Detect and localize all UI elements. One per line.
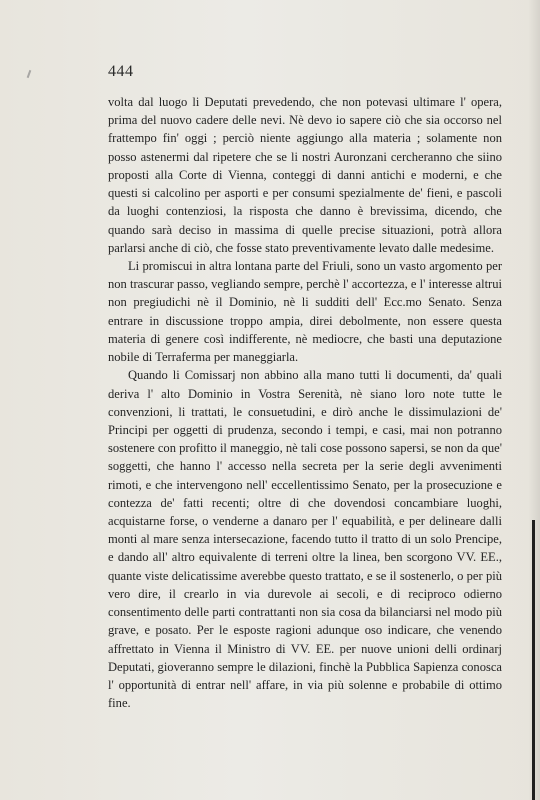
paragraph-1: volta dal luogo li Deputati prevedendo, che non potevasi ultimare l' opera, prima del nuovo cadere delle nevi. Nè devo io sapere ciò che sia occorso nel frattempo fin' oggi ; perciò niente aggiungo alla materia ; solamente non posso astenermi dal ripetere che se li nostri Auronzani cercheranno che siino proposti alla Corte di Vienna, conteggi di danni antichi e moderni, e che questi si calcolino per asporti e per consumi spezialmente de' fieni, e pascoli da luoghi contenziosi, la risposta che danno è brevissima, dicendo, che quando sarà deciso in massima di quelle precise situazioni, potrà allora parlarsi anche di ciò, che fosse stato preventivamente levato dalle medesime. [108, 95, 502, 255]
page-number: 444 [108, 63, 134, 80]
margin-mark [27, 70, 32, 78]
binding-edge-line [532, 520, 535, 800]
paragraph-2: Li promiscui in altra lontana parte del Friuli, sono un vasto argomento per non trascurar passo, vegliando sempre, perchè l' accortezza, e l' interesse altrui non pregiudichi nè il Dominio, nè li sudditi dell' Ecc.mo Senato. Senza entrare in discussione troppo ampia, direi debolmente, non essere questa materia di genere così indifferente, nè mediocre, che basti una deputazione nobile di Terraferma per maneggiarla. [108, 258, 502, 365]
paragraph-3: Quando li Comissarj non abbino alla mano tutti li documenti, da' quali deriva l' alto Dominio in Vostra Serenità, nè siano loro note tutte le convenzioni, li trattati, le consuetudini, e dirò anche le dissimulazioni de' Principi per oggetti di prudenza, secondo i tempi, e casi, mai non potranno sostenere con profitto il maneggio, nè tali cose possono sapersi, se non da que' soggetti, che hanno l' accesso nella secreta per la serie degli avvenimenti rimoti, e che intervengono nell' eccellentissimo Senato, per la prosecuzione e contezza de' fatti recenti; oltre di che dovendosi concambiare luoghi, acquistarne forse, o venderne a danaro per l' equabilità, e per delineare dalli monti al mare senza intersecazione, facendo tutto il tratto di un solo Prencipe, e dando all' altro equivalente di terreni oltre la linea, ben scorgono VV. EE., quante viste delicatissime averebbe questo trattato, e se il sostenerlo, o per più vero dire, il crearlo in via durevole ai secoli, e di reciproco odierno consentimento delle parti contrattanti non sia cosa da bilanciarsi nel modo più grave, e posato. Per le esposte ragioni adunque oso indicare, che venendo affrettato in Vienna il Ministro di VV. EE. per nuove unioni delli ordinarj Deputati, gioveranno sempre le dilazioni, finchè la Pubblica Sapienza conosca l' opportunità di entrar nell' affare, in via più solenne e probabile di ottimo fine. [108, 368, 502, 711]
body-text [108, 93, 502, 712]
